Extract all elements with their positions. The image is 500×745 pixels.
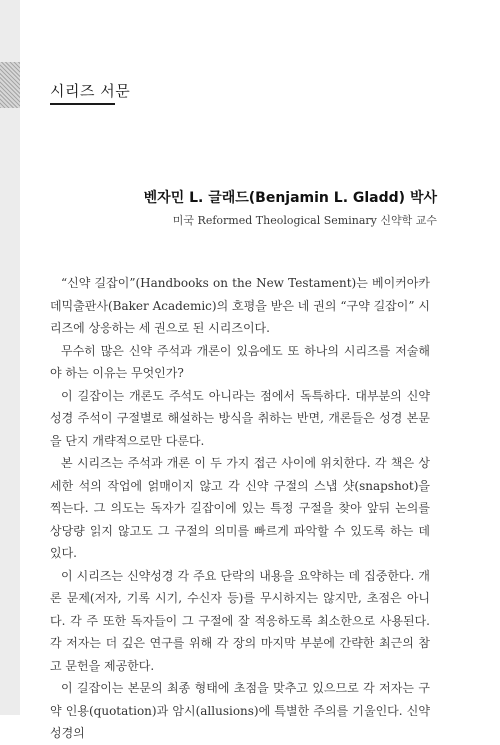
paragraph: 이 시리즈는 신약성경 각 주요 단락의 내용을 요약하는 데 집중한다. 개론 문제(저자, 기록 시기, 수신자 등)를 무시하지는 않지만, 초점은 아니다. 각 주 또한 독자들이 그 구절에 잘 적응하도록 최소한으로 사용된다. 각 저자는 더 깊은 연구를 위해 각 장의 마지막 부분에 간략한 최근의 참고 문헌을 제공한다. (50, 568, 430, 673)
side-decoration (0, 62, 20, 108)
author-name: 벤자민 L. 글래드(Benjamin L. Gladd) 박사 (143, 190, 437, 206)
section-title: 시리즈 서문 (50, 82, 131, 100)
paragraph: 이 길잡이는 개론도 주석도 아니라는 점에서 독특하다. 대부분의 신약성경 주석이 구절별로 해설하는 방식을 취하는 반면, 개론들은 성경 본문을 단지 개략적으로만 다룬다. (50, 388, 430, 448)
paragraph: 이 길잡이는 본문의 최종 형태에 초점을 맞추고 있으므로 각 저자는 구약 인용(quotation)과 암시(allusions)에 특별한 주의를 기울인다. 신약성경의 (50, 681, 430, 740)
paragraph: 본 시리즈는 주석과 개론 이 두 가지 접근 사이에 위치한다. 각 책은 상세한 석의 작업에 얽매이지 않고 각 신약 구절의 스냅 샷(snapshot)을 찍는다. 그 의도는 독자가 길잡이에 있는 특정 구절을 찾아 앞뒤 논의를 상당량 읽지 않고도 그 구절의 의미를 빠르게 파악할 수 있도록 하는 데 있다. (50, 456, 430, 560)
title-underline (50, 103, 115, 105)
body-text (50, 272, 430, 745)
paragraph: “신약 길잡이”(Handbooks on the New Testament)는 베이커아카데믹출판사(Baker Academic)의 호평을 받은 네 권의 “구약 길잡이” 시리즈에 상응하는 세 권으로 된 시리즈이다. (50, 276, 430, 335)
paragraph: 무수히 많은 신약 주석과 개론이 있음에도 또 하나의 시리즈를 저술해야 하는 이유는 무엇인가? (50, 343, 430, 380)
author-affiliation: 미국 Reformed Theological Seminary 신약학 교수 (172, 214, 437, 227)
